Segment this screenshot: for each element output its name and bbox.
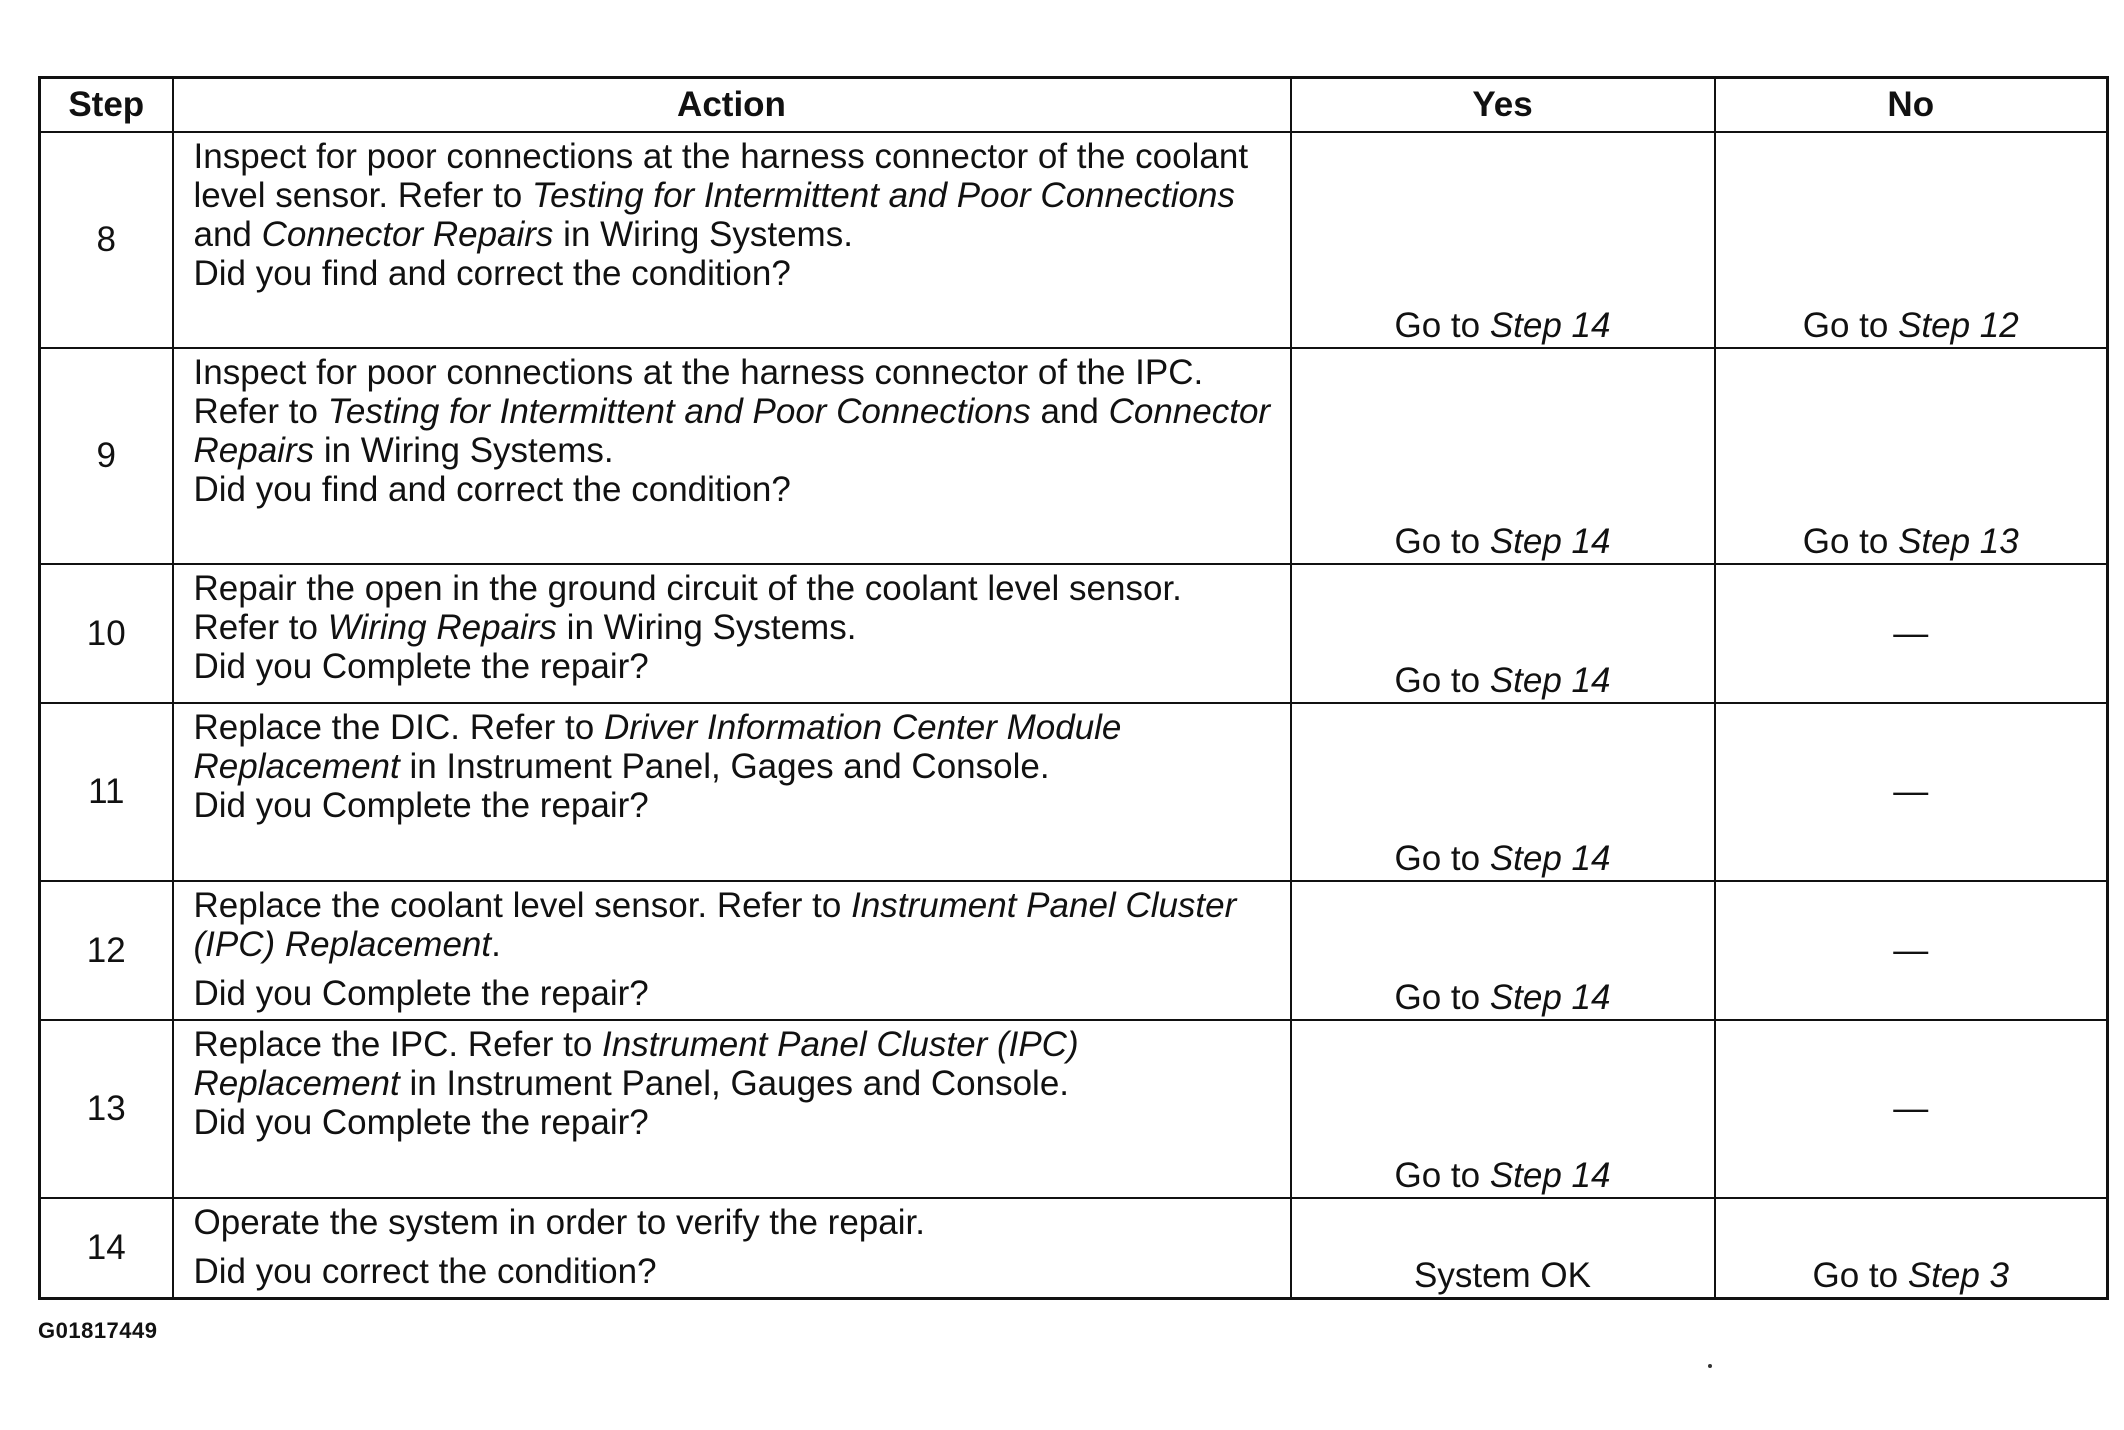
table-row [40,132,2108,348]
action-question: Did you correct the condition? [193,1251,657,1291]
table-row [40,881,2108,1020]
text-run: in Wiring Systems. [314,430,614,470]
yes-result [1291,348,1715,564]
reference-link-text: Step 13 [1898,521,2019,561]
text-run: System OK [1414,1255,1591,1295]
header-yes: Yes [1291,78,1715,132]
reference-link-text: Step 14 [1489,521,1611,561]
yes-result [1291,1020,1715,1198]
text-run: Go to [1812,1255,1908,1295]
no-result [1715,132,2108,348]
yes-result [1291,132,1715,348]
no-result [1715,348,2108,564]
reference-link-text: Connector Repairs [193,391,1271,470]
em-dash: — [1893,1089,1929,1128]
text-run: . [491,924,501,964]
step-number: 8 [40,132,173,348]
step-number: 14 [40,1198,173,1299]
reference-link-text: Wiring Repairs [327,607,557,647]
table-row [40,703,2108,881]
text-run: in Wiring Systems. [553,214,853,254]
text-run: Go to [1394,305,1490,345]
action-question: Did you Complete the repair? [193,785,649,825]
text-run: in Instrument Panel, Gages and Console. [399,746,1050,786]
reference-link-text: Step 3 [1907,1255,2010,1295]
text-run: Inspect for poor connections at the harness connector of the IPC. Refer to [193,352,1204,431]
step-number: 12 [40,881,173,1020]
text-run: Operate the system in order to verify the repair. [193,1202,925,1242]
em-dash: — [1893,930,1929,970]
step-number: 10 [40,564,173,703]
action-cell [173,348,1291,564]
header-no: No [1715,78,2108,132]
reference-link-text: Step 12 [1898,305,2019,345]
text-run: Replace the DIC. Refer to [193,707,604,747]
table-row [40,1020,2108,1198]
yes-result [1291,564,1715,703]
yes-result [1291,703,1715,881]
header-action: Action [173,78,1291,132]
reference-link-text: Testing for Intermittent and Poor Connections [327,391,1031,431]
text-run: Go to [1394,521,1490,561]
no-result-none [1715,564,2108,703]
table-row [40,1198,2108,1299]
reference-link-text: Connector Repairs [261,214,554,254]
reference-link-text: Step 14 [1489,977,1611,1017]
em-dash: — [1893,613,1929,653]
text-run: and [1030,391,1109,431]
action-cell [173,132,1291,348]
text-run: Go to [1394,977,1490,1017]
action-cell [173,881,1291,1020]
yes-result [1291,881,1715,1020]
action-question: Did you Complete the repair? [193,646,649,686]
text-run: Go to [1802,305,1899,345]
reference-link-text: Step 14 [1489,838,1611,878]
table-row [40,564,2108,703]
diagnostic-table [38,76,2109,1300]
reference-link-text: Step 14 [1489,305,1611,345]
stray-mark [1708,1364,1712,1368]
figure-id: G01817449 [38,1318,158,1343]
yes-result [1291,1198,1715,1299]
action-instruction [194,886,1237,964]
text-run: Inspect for poor connections at the harness connector of the coolant level sensor. Refer to [193,136,1249,215]
action-question: Did you Complete the repair? [193,973,649,1013]
reference-link-text: Instrument Panel Cluster (IPC) Replacement [193,885,1237,964]
text-run: and [193,214,262,254]
text-run: Go to [1394,660,1490,700]
action-instruction [194,1203,925,1242]
step-number: 11 [40,703,173,881]
action-cell [173,1198,1291,1299]
action-cell [173,703,1291,881]
reference-link-text: Driver Information Center Module Replacement [193,707,1122,786]
action-question: Did you find and correct the condition? [193,469,791,509]
step-number: 9 [40,348,173,564]
reference-link-text: Step 14 [1489,1155,1611,1195]
reference-link-text: Instrument Panel Cluster (IPC) Replacement [193,1024,1079,1103]
em-dash: — [1893,772,1929,811]
action-instruction [194,137,1249,254]
action-cell [173,564,1291,703]
text-run: Replace the coolant level sensor. Refer to [193,885,852,925]
text-run: Go to [1802,521,1899,561]
action-instruction [194,708,1122,786]
action-cell [173,1020,1291,1198]
text-run: in Instrument Panel, Gauges and Console. [399,1063,1070,1103]
text-run: Go to [1394,1155,1490,1195]
action-instruction [194,569,1182,647]
text-run: Go to [1394,838,1490,878]
action-instruction [194,353,1271,470]
table-header-row [40,78,2108,132]
action-instruction [194,1025,1079,1103]
no-result [1715,1198,2108,1299]
table-row [40,348,2108,564]
action-question: Did you Complete the repair? [193,1102,649,1142]
no-result-none [1715,1020,2108,1198]
reference-link-text: Step 14 [1489,660,1611,700]
no-result-none [1715,881,2108,1020]
action-question: Did you find and correct the condition? [193,253,791,293]
text-run: Replace the IPC. Refer to [193,1024,603,1064]
no-result-none [1715,703,2108,881]
text-run: Repair the open in the ground circuit of the coolant level sensor. Refer to [193,568,1182,647]
step-number: 13 [40,1020,173,1198]
reference-link-text: Testing for Intermittent and Poor Connections [532,175,1235,215]
text-run: in Wiring Systems. [556,607,857,647]
header-step: Step [40,78,173,132]
